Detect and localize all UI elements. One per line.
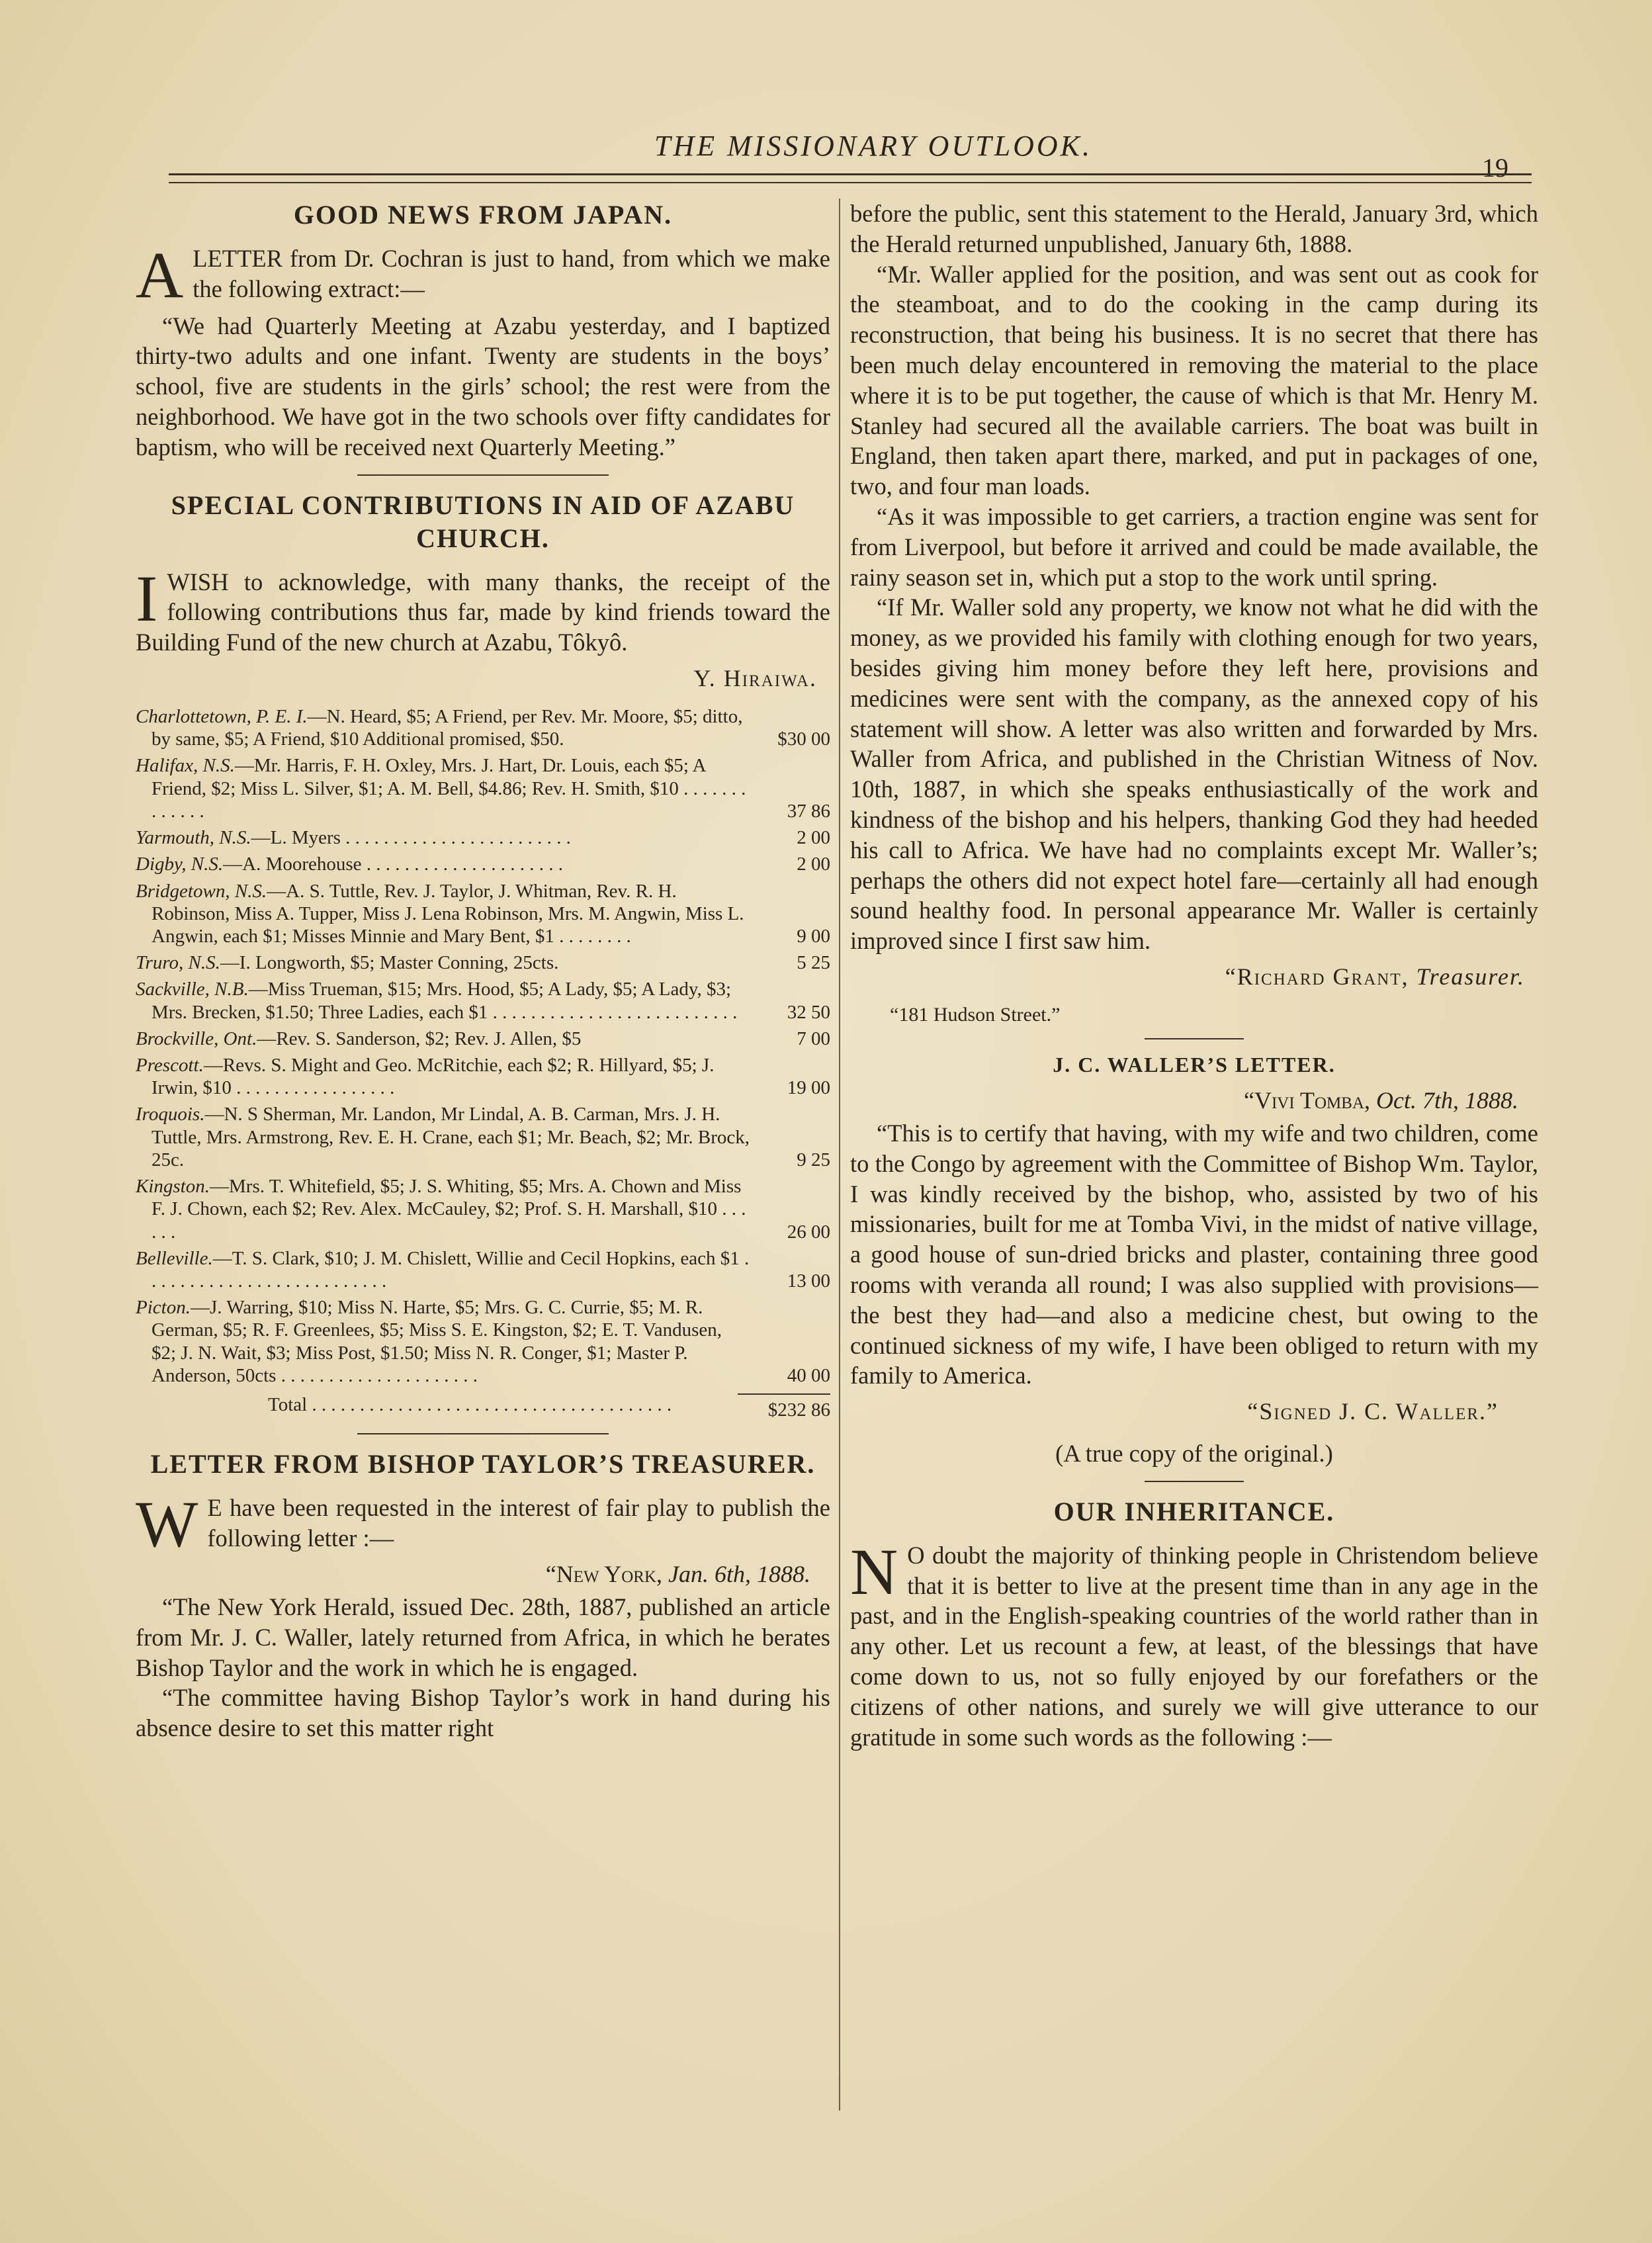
article-japan: [136, 198, 830, 476]
entry-details: —I. Longworth, $5; Master Conning, 25cts.: [220, 952, 559, 974]
dropcap: W: [136, 1487, 198, 1561]
entry-text: [136, 853, 751, 875]
heading-japan: GOOD NEWS FROM JAPAN.: [293, 200, 673, 230]
grant-signature: [850, 963, 1525, 990]
entry-text: [136, 826, 751, 849]
contribution-list: [136, 705, 830, 1387]
continued-paragraph: “Mr. Waller applied for the position, and was sent out as cook for the steamboat, and to do the cooking in the camp during its reconstruction, that being his business. It is no secret that there has been much delay encountered in removing the material to the place where it is to be put together, the cause of which is that Mr. Henry M. Stanley had secured all the available carriers. The boat was built in England, then taken apart there, marked, and put in packages of one, two, and four man loads.: [850, 260, 1538, 500]
section-rule: [1145, 1038, 1244, 1039]
right-column: [850, 198, 1538, 1752]
entry-amount: 9 00: [797, 925, 830, 947]
entry-place: Yarmouth, N.S.: [136, 827, 251, 849]
total-label: Total . . . . . . . . . . . . . . . . . . . . . . . . . . . . . . . . . . . . . .: [268, 1394, 672, 1416]
copy-note: (A true copy of the original.): [1055, 1440, 1333, 1468]
entry-text: [136, 1103, 751, 1171]
waller-dateline: [850, 1086, 1518, 1114]
dropcap: A: [136, 238, 184, 312]
heading-inheritance: OUR INHERITANCE.: [1053, 1496, 1335, 1526]
japan-intro-text: LETTER from Dr. Cochran is just to hand, from which we make the following extract:—: [193, 245, 830, 302]
dropcap: N: [850, 1534, 898, 1608]
contribution-entry: [136, 1028, 830, 1050]
article-waller: [850, 1053, 1538, 1482]
entry-amount: $30 00: [777, 728, 830, 750]
entry-place: Truro, N.S.: [136, 952, 220, 974]
entry-amount: 26 00: [787, 1221, 830, 1243]
entry-text: [136, 1028, 751, 1050]
heading-azabu: SPECIAL CONTRIBUTIONS IN AID OF AZABU CHURCH.: [171, 490, 795, 553]
taylor-dateline: [136, 1560, 810, 1588]
entry-text: [136, 951, 751, 974]
entry-amount: 2 00: [797, 827, 830, 849]
continued-paragraph: before the public, sent this statement to the Herald, January 3rd, which the Herald returned unpublished, January 6th, 1888.: [850, 200, 1538, 257]
dateline-place: “Vivi Tomba,: [1243, 1086, 1371, 1114]
article-taylor: [136, 1448, 830, 1743]
continued-paragraph: “If Mr. Waller sold any property, we know not what he did with the money, as we provided his family with clothing enough for two years, besides giving him money before they left here, provisions and medicines were sent with the company, as the annexed copy of his statement will show. A letter was also written and forwarded by Mrs. Waller from Africa, and published in the Christian Witness of Nov. 10th, 1887, in which she speaks enthusiastically of the work and kindness of the bishop and his helpers, thanking God they had heeded his call to Africa. We have had no complaints except Mr. Waller’s; perhaps the others did not expect hotel fare—certainly all had enough sound healthy food. In personal appearance Mr. Waller is certainly improved since I first saw him.: [850, 594, 1538, 955]
page-number: 19: [1482, 153, 1508, 183]
contribution-entry: [136, 754, 830, 822]
dateline-date: Jan. 6th, 1888.: [668, 1560, 810, 1587]
column-divider: [839, 198, 840, 2111]
entry-place: Picton.: [136, 1297, 191, 1319]
section-rule: [1145, 1481, 1244, 1482]
contribution-entry: [136, 853, 830, 875]
entry-details: —N. S Sherman, Mr. Landon, Mr Lindal, A. B. Carman, Mrs. J. H. Tuttle, Mrs. Armstrong, Rev. E. H. Crane, each $1; Mr. Beach, $2; Mr. Brock, 25c.: [152, 1104, 750, 1170]
entry-text: [136, 1247, 751, 1292]
entry-place: Brockville, Ont.: [136, 1028, 257, 1049]
contribution-total: [136, 1393, 830, 1421]
azabu-intro: [136, 561, 830, 658]
heading-waller: J. C. WALLER’S LETTER.: [1053, 1052, 1336, 1077]
taylor-intro-text: E have been requested in the interest of fair play to publish the following letter :—: [207, 1494, 830, 1552]
contribution-entry: [136, 1247, 830, 1292]
header-rule: [169, 173, 1532, 183]
entry-amount: 13 00: [787, 1270, 830, 1292]
entry-place: Digby, N.S.: [136, 854, 224, 875]
entry-details: —Revs. S. Might and Geo. McRitchie, each $2; R. Hillyard, $5; J. Irwin, $10 . . . . . . . . . . . . . . . . .: [152, 1055, 715, 1099]
japan-intro: [136, 238, 830, 312]
contribution-entry: [136, 705, 830, 750]
entry-text: [136, 880, 751, 948]
total-amount: $232 86: [738, 1393, 830, 1421]
japan-quote: “We had Quarterly Meeting at Azabu yesterday, and I baptized thirty-two adults and one infant. Twenty are students in the boys’ school, five are students in the girls’ school; the rest were from the neighborhood. We have got in the two schools over fifty candidates for baptism, who will be received next Quarterly Meeting.”: [136, 312, 830, 461]
dateline-date: Oct. 7th, 1888.: [1376, 1086, 1518, 1114]
contribution-entry: [136, 978, 830, 1023]
dropcap: I: [136, 561, 158, 635]
article-taylor-continued: [850, 198, 1538, 1039]
entry-place: Bridgetown, N.S.: [136, 880, 267, 902]
entry-amount: 40 00: [787, 1364, 830, 1386]
entry-place: Halifax, N.S.: [136, 755, 235, 777]
entry-details: —Miss Trueman, $15; Mrs. Hood, $5; A Lady, $5; A Lady, $3; Mrs. Brecken, $1.50; Three Ladies, each $1 . . . . . . . . . . . . . . . . . . . . . . . . . .: [152, 979, 738, 1023]
entry-details: —J. Warring, $10; Miss N. Harte, $5; Mrs. G. C. Currie, $5; M. R. German, $5; R. F. Greenlees, $5; Miss S. E. Kingston, $2; E. T. Vandusen, $2; J. N. Wait, $3; Miss Post, $1.50; Miss N. R. Conger, $1; Master P. Anderson, 50cts . . . . . . . . . . . . . . . . . . . . .: [152, 1297, 722, 1386]
heading-taylor: LETTER FROM BISHOP TAYLOR’S TREASURER.: [150, 1449, 816, 1479]
entry-details: —L. Myers . . . . . . . . . . . . . . . . . . . . . . . .: [251, 827, 571, 849]
azabu-intro-text: WISH to acknowledge, with many thanks, the receipt of the following contributions thus far, made by kind friends toward the Building Fund of the new church at Azabu, Tôkyô.: [136, 568, 830, 656]
contribution-entry: [136, 1054, 830, 1099]
article-inheritance: [850, 1495, 1538, 1753]
entry-text: [136, 1054, 751, 1099]
entry-details: —Rev. S. Sanderson, $2; Rev. J. Allen, $5: [257, 1028, 582, 1049]
azabu-signature: Y. Hiraiwa.: [693, 664, 817, 691]
entry-place: Prescott.: [136, 1055, 204, 1077]
entry-place: Belleville.: [136, 1247, 213, 1269]
dateline-place: “New York,: [545, 1560, 663, 1587]
contribution-entry: [136, 1103, 830, 1171]
entry-place: Charlottetown, P. E. I.: [136, 705, 308, 727]
entry-amount: 19 00: [787, 1077, 830, 1099]
entry-amount: 5 25: [797, 952, 830, 974]
entry-amount: 9 25: [797, 1149, 830, 1170]
entry-amount: 32 50: [787, 1001, 830, 1023]
contribution-entry: [136, 1175, 830, 1243]
section-rule: [357, 474, 609, 476]
section-rule: [357, 1433, 609, 1434]
article-azabu: [136, 489, 830, 1435]
contribution-entry: [136, 1296, 830, 1387]
continued-paragraph: “As it was impossible to get carriers, a traction engine was sent for from Liverpool, but before it arrived and could be made available, the rainy season set in, which put a stop to the work until spring.: [850, 502, 1538, 591]
contribution-entry: [136, 951, 830, 974]
running-head: THE MISSIONARY OUTLOOK.: [654, 130, 1093, 162]
entry-text: [136, 705, 751, 750]
contribution-entry: [136, 826, 830, 849]
address: “181 Hudson Street.”: [890, 1003, 1061, 1026]
entry-details: —A. Moorehouse . . . . . . . . . . . . . . . . . . . . .: [223, 854, 564, 875]
entry-text: [136, 1175, 751, 1243]
inheritance-paragraph: O doubt the majority of thinking people in Christendom believe that it is better to live at the present time than in any age in the past, and in the English-speaking countries of the world rather than in any other. Let us recount a few, at least, of the blessings that have come down to us, not so fully enjoyed by our forefathers or the citizens of other nations, and surely we will give utterance to our gratitude in some such words as the following :—: [850, 1541, 1538, 1751]
taylor-paragraph: “The committee having Bishop Taylor’s work in hand during his absence desire to set this matter right: [136, 1684, 830, 1742]
taylor-intro: [136, 1487, 830, 1561]
entry-text: [136, 754, 751, 822]
entry-text: [136, 978, 751, 1023]
signature-title: Treasurer.: [1416, 963, 1525, 990]
waller-paragraph: “This is to certify that having, with my wife and two children, come to the Congo by agreement with the Committee of Bishop Wm. Taylor, I was kindly received by the bishop, who, assisted by two of his missionaries, built for me at Tomba Vivi, in the midst of native village, a good house of sun-dried bricks and plaster, containing three good rooms with veranda all round; I was also supplied with provisions—the best they had—and also a medicine chest, but owing to the continued sickness of my wife, I have been obliged to return with my family to America.: [850, 1119, 1538, 1389]
entry-amount: 37 86: [787, 800, 830, 822]
entry-details: —Mrs. T. Whitefield, $5; J. S. Whiting, $5; Mrs. A. Chown and Miss F. J. Chown, each $2; Rev. Alex. McCauley, $2; Prof. S. H. Marshall, $10 . . . . . .: [152, 1176, 746, 1243]
entry-details: —A. S. Tuttle, Rev. J. Taylor, J. Whitman, Rev. R. H. Robinson, Miss A. Tupper, Miss J. Lena Robinson, Mrs. M. Angwin, Miss L. Angwin, each $1; Misses Minnie and Mary Bent, $1 . . . . . . . .: [152, 880, 744, 947]
entry-details: —Mr. Harris, F. H. Oxley, Mrs. J. Hart, Dr. Louis, each $5; A Friend, $2; Miss L. Silver, $1; A. M. Bell, $4.86; Rev. H. Smith, $10 . . . . . . . . . . . . .: [152, 755, 746, 822]
left-column: [136, 198, 830, 1743]
entry-amount: 2 00: [797, 854, 830, 875]
taylor-paragraph: “The New York Herald, issued Dec. 28th, 1887, published an article from Mr. J. C. Waller, lately returned from Africa, in which he berates Bishop Taylor and the work in which he is engaged.: [136, 1593, 830, 1681]
inheritance-text: [850, 1534, 1538, 1753]
entry-details: —T. S. Clark, $10; J. M. Chislett, Willie and Cecil Hopkins, each $1 . . . . . . . . . . . . . . . . . . . . . . . . . .: [152, 1247, 750, 1292]
contribution-entry: [136, 880, 830, 948]
entry-place: Sackville, N.B.: [136, 979, 249, 1000]
waller-signed: “Signed J. C. Waller.”: [1247, 1398, 1499, 1425]
entry-amount: 7 00: [797, 1028, 830, 1049]
entry-text: [136, 1296, 751, 1387]
entry-place: Kingston.: [136, 1176, 210, 1198]
entry-place: Iroquois.: [136, 1104, 205, 1125]
entry-details: —N. Heard, $5; A Friend, per Rev. Mr. Moore, $5; ditto, by same, $5; A Friend, $10 Additional promised, $50.: [152, 705, 743, 750]
signature-name: “Richard Grant,: [1225, 963, 1409, 990]
